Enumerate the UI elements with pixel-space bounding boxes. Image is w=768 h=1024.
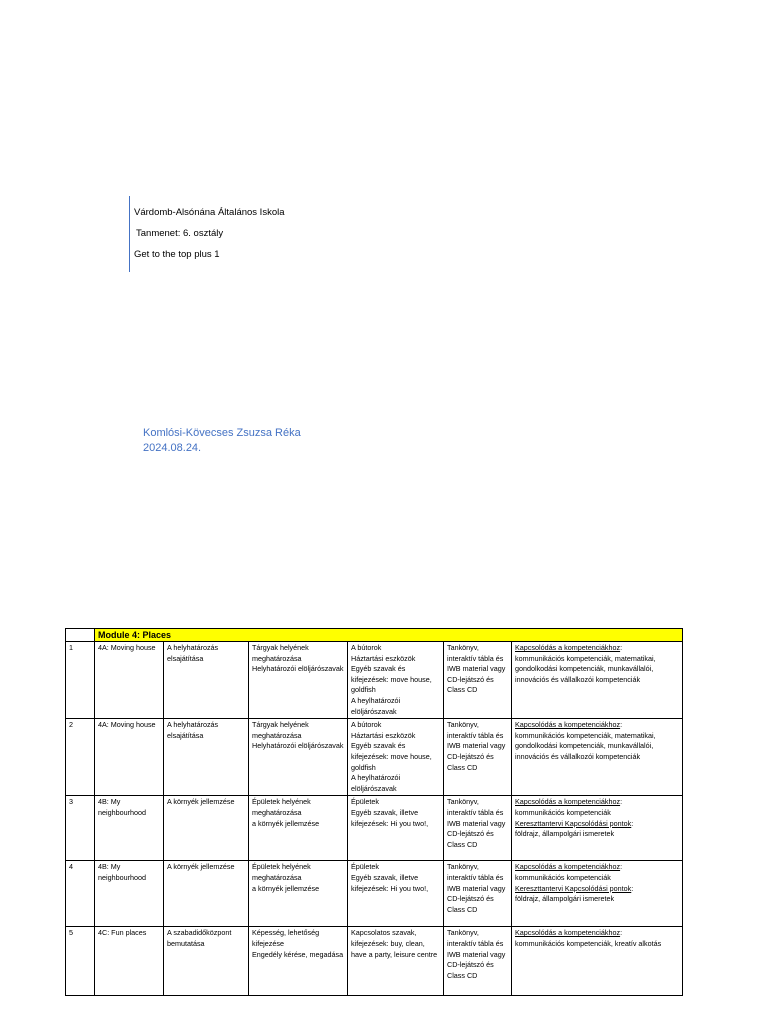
module-title: Module 4: Places xyxy=(95,629,683,642)
lesson-number-cell: 1 xyxy=(66,642,95,719)
vocab-line: Épületek xyxy=(351,862,379,872)
vocab-line: Egyéb szavak, illetve kifejezések: Hi you two!, xyxy=(351,872,429,893)
table-row xyxy=(66,642,683,719)
module-header-row xyxy=(66,629,683,642)
lesson-goal-cell: A helyhatározás elsajátítása xyxy=(164,719,249,796)
lesson-number-cell: 4 xyxy=(66,861,95,927)
functions-cell xyxy=(249,861,348,927)
table-row xyxy=(66,796,683,861)
lesson-goal-cell: A környék jellemzése xyxy=(164,861,249,927)
function-line: Helyhatározói elöljárószavak xyxy=(252,664,344,674)
functions-cell xyxy=(249,796,348,861)
school-name: Várdomb-Alsónána Általános Iskola xyxy=(134,207,285,218)
competencies-cell: Kapcsolódás a kompetenciákhoz: kommunikációs kompetenciák Kereszttantervi Kapcsolódási pontok: földrajz, állampolgári ismeretek xyxy=(512,796,683,861)
table-row xyxy=(66,719,683,796)
vocabulary-cell xyxy=(348,796,444,861)
competency-label: Kapcsolódás a kompetenciákhoz xyxy=(515,643,621,652)
materials-cell: Tankönyv, interaktív tábla és IWB material vagy CD-lejátszó és Class CD xyxy=(444,719,512,796)
competency-text: kommunikációs kompetenciák, matematikai, gondolkodási kompetenciák, munkavállalói, innovációs és vállalkozói kompetenciák xyxy=(515,653,656,684)
lesson-title-cell: 4A: Moving house xyxy=(95,719,164,796)
vocab-line: Épületek xyxy=(351,797,379,807)
author-block xyxy=(143,426,301,456)
competency-text: kommunikációs kompetenciák xyxy=(515,807,611,817)
function-line: Képesség, lehetőség kifejezése xyxy=(252,928,320,948)
competencies-cell: Kapcsolódás a kompetenciákhoz: kommunikációs kompetenciák, matematikai, gondolkodási kompetenciák, munkavállalói, innovációs és vállalkozói kompetenciák xyxy=(512,642,683,719)
competency-label: Kapcsolódás a kompetenciákhoz xyxy=(515,720,621,730)
book-title: Get to the top plus 1 xyxy=(134,249,220,260)
vocab-line: A heylhatározói elöljárószavak xyxy=(351,695,401,716)
vocab-line: Egyéb szavak és kifejezések: move house, goldfish xyxy=(351,664,432,695)
function-line: a környék jellemzése xyxy=(252,818,320,828)
function-line: Tárgyak helyének meghatározása xyxy=(252,720,309,740)
vocab-line: Háztartási eszközök xyxy=(351,730,416,740)
competency-label: Kapcsolódás a kompetenciákhoz xyxy=(515,797,621,807)
cross-curricular-text: földrajz, állampolgári ismeretek xyxy=(515,829,615,839)
cross-curricular-label: Kereszttantervi Kapcsolódási pontok xyxy=(515,818,632,828)
vocabulary-cell xyxy=(348,642,444,719)
lesson-title-cell: 4B: My neighbourhood xyxy=(95,861,164,927)
competencies-cell: Kapcsolódás a kompetenciákhoz: kommunikációs kompetenciák, matematikai, gondolkodási kompetenciák, munkavállalói, innovációs és vállalkozói kompetenciák xyxy=(512,719,683,796)
lesson-goal-cell: A helyhatározás elsajátítása xyxy=(164,642,249,719)
lesson-title-cell: 4B: My neighbourhood xyxy=(95,796,164,861)
vocab-line: A heylhatározói elöljárószavak xyxy=(351,773,401,793)
materials-cell: Tankönyv, interaktív tábla és IWB material vagy CD-lejátszó és Class CD xyxy=(444,642,512,719)
competencies-cell: Kapcsolódás a kompetenciákhoz: kommunikációs kompetenciák Kereszttantervi Kapcsolódási pontok: földrajz, állampolgári ismeretek xyxy=(512,861,683,927)
vocabulary-cell xyxy=(348,861,444,927)
function-line: a környék jellemzése xyxy=(252,883,320,893)
vocab-line: Háztartási eszközök xyxy=(351,653,416,663)
functions-cell xyxy=(249,642,348,719)
author-date: 2024.08.24. xyxy=(143,442,202,454)
materials-cell: Tankönyv, interaktív tábla és IWB material vagy CD-lejátszó és Class CD xyxy=(444,796,512,861)
function-line: Épületek helyének meghatározása xyxy=(252,862,311,882)
vocab-line: Kapcsolatos szavak, kifejezések: buy, clean, have a party, leisure centre xyxy=(351,928,438,959)
table-row xyxy=(66,861,683,927)
vocabulary-cell xyxy=(348,719,444,796)
lesson-goal-cell: A szabadidőközpont bemutatása xyxy=(164,927,249,996)
module-header-blank-cell xyxy=(66,629,95,642)
lesson-number-cell: 3 xyxy=(66,796,95,861)
functions-cell xyxy=(249,927,348,996)
competency-label: Kapcsolódás a kompetenciákhoz xyxy=(515,862,621,872)
vocab-line: A bútorok xyxy=(351,720,382,730)
function-line: Épületek helyének meghatározása xyxy=(252,797,311,817)
lesson-goal-cell: A környék jellemzése xyxy=(164,796,249,861)
vocabulary-cell xyxy=(348,927,444,996)
functions-cell xyxy=(249,719,348,796)
cross-curricular-label: Kereszttantervi Kapcsolódási pontok xyxy=(515,883,632,893)
materials-cell: Tankönyv, interaktív tábla és IWB material vagy CD-lejátszó és Class CD xyxy=(444,861,512,927)
competency-label: Kapcsolódás a kompetenciákhoz xyxy=(515,928,621,938)
vocab-line: Egyéb szavak és kifejezések: move house, goldfish xyxy=(351,741,432,772)
lesson-number-cell: 2 xyxy=(66,719,95,796)
function-line: Engedély kérése, megadása xyxy=(252,949,344,959)
cross-curricular-text: földrajz, állampolgári ismeretek xyxy=(515,894,615,904)
table-row xyxy=(66,927,683,996)
lesson-number-cell: 5 xyxy=(66,927,95,996)
competency-text: kommunikációs kompetenciák xyxy=(515,872,611,882)
lesson-title-cell: 4C: Fun places xyxy=(95,927,164,996)
vocab-line: A bútorok xyxy=(351,643,382,652)
competency-text: kommunikációs kompetenciák, kreatív alkotás xyxy=(515,938,662,948)
function-line: Tárgyak helyének meghatározása xyxy=(252,643,309,663)
author-name: Komlósi-Kövecses Zsuzsa Réka xyxy=(143,427,301,439)
function-line: Helyhatározói elöljárószavak xyxy=(252,741,344,751)
vocab-line: Egyéb szavak, illetve kifejezések: Hi you two!, xyxy=(351,807,429,828)
plan-title: Tanmenet: 6. osztály xyxy=(136,228,224,239)
competencies-cell: Kapcsolódás a kompetenciákhoz: kommunikációs kompetenciák, kreatív alkotás xyxy=(512,927,683,996)
cross-curricular-line: Kereszttantervi Kapcsolódási pontok: xyxy=(515,883,634,893)
cross-curricular-line: Kereszttantervi Kapcsolódási pontok: xyxy=(515,818,634,828)
materials-cell: Tankönyv, interaktív tábla és IWB material vagy CD-lejátszó és Class CD xyxy=(444,927,512,996)
lesson-plan-table xyxy=(65,628,683,996)
lesson-title-cell: 4A: Moving house xyxy=(95,642,164,719)
cover-title-block xyxy=(129,196,285,272)
competency-text: kommunikációs kompetenciák, matematikai, gondolkodási kompetenciák, munkavállalói, innovációs és vállalkozói kompetenciák xyxy=(515,730,656,761)
